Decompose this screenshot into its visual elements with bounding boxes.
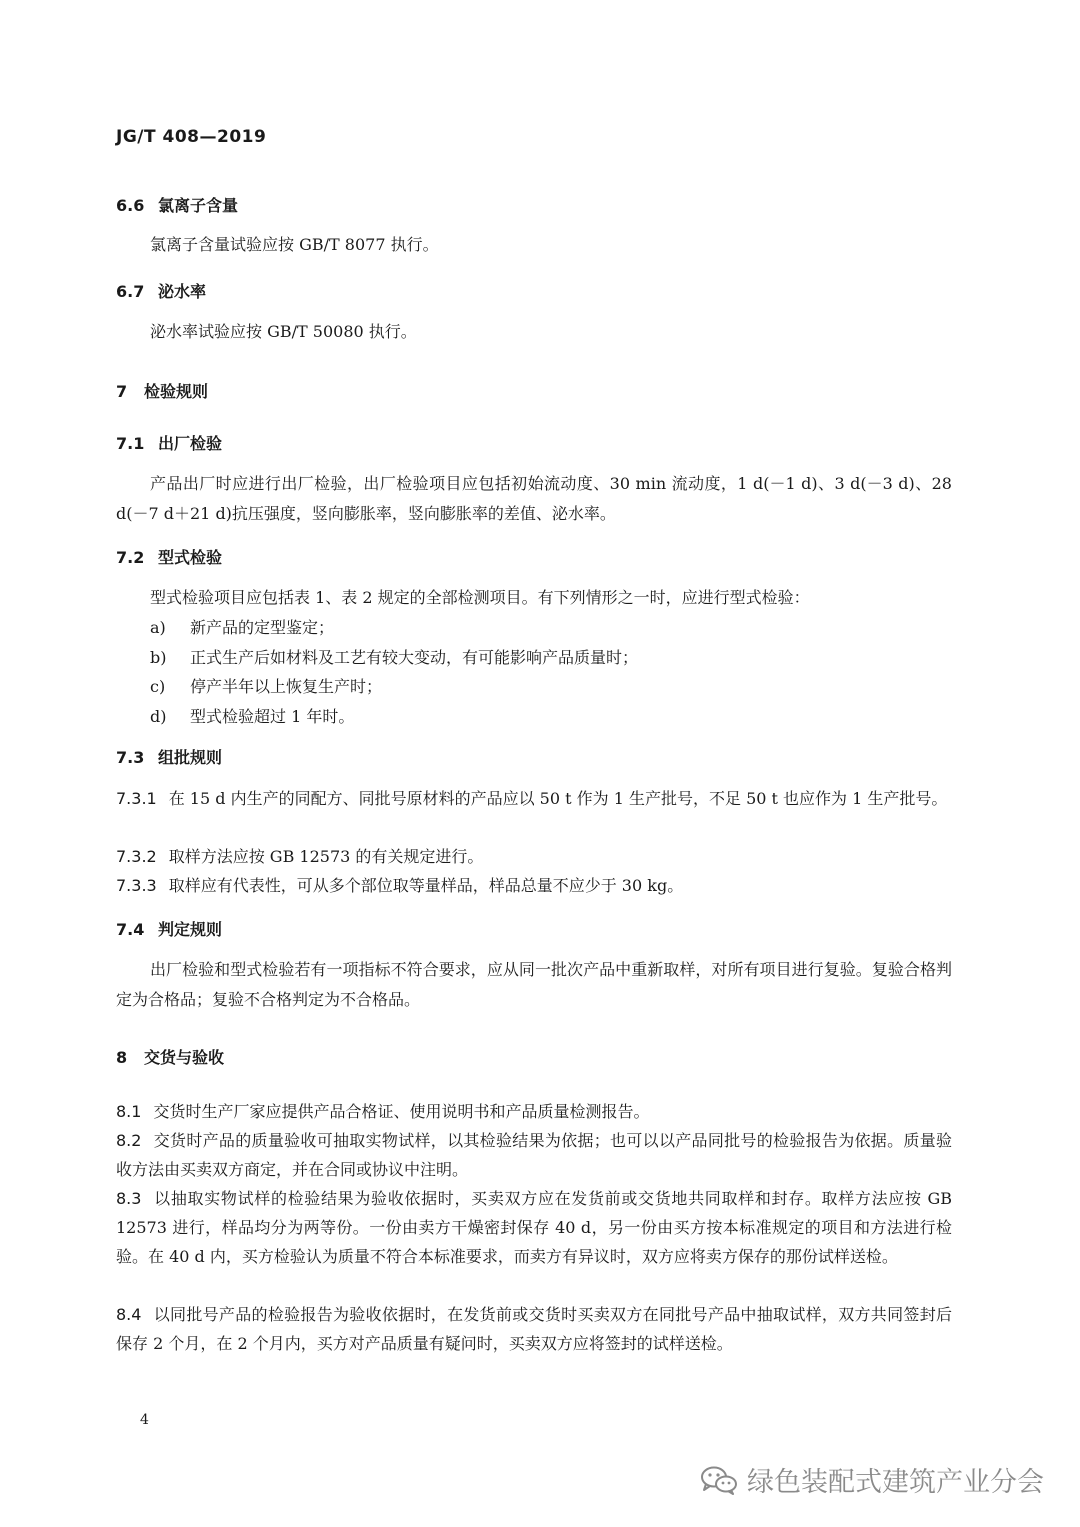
section-title: 组批规则 [158, 748, 223, 767]
list-marker: c) [150, 677, 166, 696]
clause-text: 取样方法应按 GB 12573 的有关规定进行。 [168, 847, 484, 866]
list-marker: b) [150, 647, 167, 667]
list-item-text: 正式生产后如材料及工艺有较大变动，有可能影响产品质量时； [190, 647, 639, 667]
list-item [150, 672, 638, 702]
section-number: 7.4 [116, 920, 145, 939]
paragraph-7-4: 出厂检验和型式检验若有一项指标不符合要求，应从同一批次产品中重新取样，对所有项目进行复验。复验合格判定为合格品；复验不合格判定为不合格品。 [116, 960, 952, 1009]
clause-8-1 [116, 1097, 952, 1126]
chapter-heading-7 [116, 379, 208, 402]
clause-number: 7.3.3 [116, 876, 157, 895]
clause-7-3-3 [116, 871, 952, 900]
clause-text: 以同批号产品的检验报告为验收依据时，在发货前或交货时买卖双方在同批号产品中抽取试样，双方共同签封后保存 2 个月，在 2 个月内，买方对产品质量有疑问时，买卖双方应将签封的试样送检。 [116, 1305, 952, 1353]
clause-number: 8.2 [116, 1131, 142, 1150]
section-number: 6.6 [116, 196, 145, 215]
clause-number: 8.1 [116, 1102, 142, 1121]
list-item [150, 702, 638, 732]
paragraph-6-7: 泌水率试验应按 GB/T 50080 执行。 [150, 322, 417, 341]
clause-text: 以抽取实物试样的检验结果为验收依据时，买卖双方应在发货前或交货地共同取样和封存。取样方法应按 GB 12573 进行，样品均分为两等份。一份由卖方干燥密封保存 40 d，另一份由买方按本标准规定的项目和方法进行检验。在 40 d 内，买方检验认为质量不符合本标准要求，而卖方有异议时，双方应将卖方保存的那份试样送检。 [116, 1189, 952, 1266]
clause-text: 在 15 d 内生产的同配方、同批号原材料的产品应以 50 t 作为 1 生产批号，不足 50 t 也应作为 1 生产批号。 [168, 789, 948, 808]
section-number: 7.2 [116, 548, 145, 567]
list-item-text: 型式检验超过 1 年时。 [190, 706, 355, 726]
paragraph-6-6: 氯离子含量试验应按 GB/T 8077 执行。 [150, 235, 439, 254]
paragraph-7-1: 产品出厂时应进行出厂检验，出厂检验项目应包括初始流动度、30 min 流动度，1 d(－1 d)、3 d(－3 d)、28 d(－7 d＋21 d)抗压强度，竖向膨胀率，竖向膨胀率的差值、泌水率。 [116, 474, 952, 523]
section-number: 7.1 [116, 434, 145, 453]
list-marker: a) [150, 618, 166, 637]
section-heading-7-3 [116, 745, 222, 768]
section-heading-7-2 [116, 545, 222, 568]
page-number: 4 [140, 1412, 149, 1428]
section-title: 泌水率 [158, 282, 207, 301]
list-item [150, 613, 638, 643]
section-title: 判定规则 [158, 920, 223, 939]
list-item [150, 643, 638, 673]
section-title: 型式检验 [158, 548, 223, 567]
list-item-text: 停产半年以上恢复生产时； [190, 677, 383, 696]
clause-number: 8.4 [116, 1305, 142, 1324]
section-heading-7-4 [116, 917, 222, 940]
clause-number: 7.3.1 [116, 789, 157, 808]
section-title: 出厂检验 [158, 434, 223, 453]
list-item-text: 新产品的定型鉴定； [190, 618, 335, 637]
clause-number: 8.3 [116, 1189, 142, 1208]
chapter-number: 8 [116, 1048, 128, 1067]
list-7-2 [150, 613, 638, 731]
section-number: 6.7 [116, 282, 145, 301]
clause-number: 7.3.2 [116, 847, 157, 866]
wechat-icon [699, 1465, 739, 1495]
paragraph-7-2: 型式检验项目应包括表 1、表 2 规定的全部检测项目。有下列情形之一时，应进行型式检验： [150, 588, 810, 607]
clause-8-3 [116, 1184, 952, 1271]
clause-8-4 [116, 1300, 952, 1358]
section-heading-7-1 [116, 431, 222, 454]
list-marker: d) [150, 706, 167, 726]
section-heading-6-6 [116, 193, 238, 216]
watermark-text: 绿色装配式建筑产业分会 [747, 1467, 1044, 1498]
watermark [699, 1460, 1044, 1499]
chapter-title: 交货与验收 [144, 1048, 225, 1067]
clause-7-3-1 [116, 784, 952, 813]
section-title: 氯离子含量 [158, 196, 239, 215]
page-header-standard-code: JG/T 408—2019 [116, 127, 267, 147]
section-number: 7.3 [116, 748, 145, 767]
clause-text: 交货时生产厂家应提供产品合格证、使用说明书和产品质量检测报告。 [153, 1102, 650, 1121]
clause-7-3-2 [116, 842, 952, 871]
clause-text: 交货时产品的质量验收可抽取实物试样，以其检验结果为依据；也可以以产品同批号的检验报告为依据。质量验收方法由买卖双方商定，并在合同或协议中注明。 [116, 1131, 952, 1179]
clause-8-2 [116, 1126, 952, 1184]
section-heading-6-7 [116, 279, 206, 302]
chapter-heading-8 [116, 1045, 224, 1068]
clause-text: 取样应有代表性，可从多个部位取等量样品，样品总量不应少于 30 kg。 [168, 876, 684, 895]
chapter-number: 7 [116, 382, 128, 401]
chapter-title: 检验规则 [144, 382, 209, 401]
